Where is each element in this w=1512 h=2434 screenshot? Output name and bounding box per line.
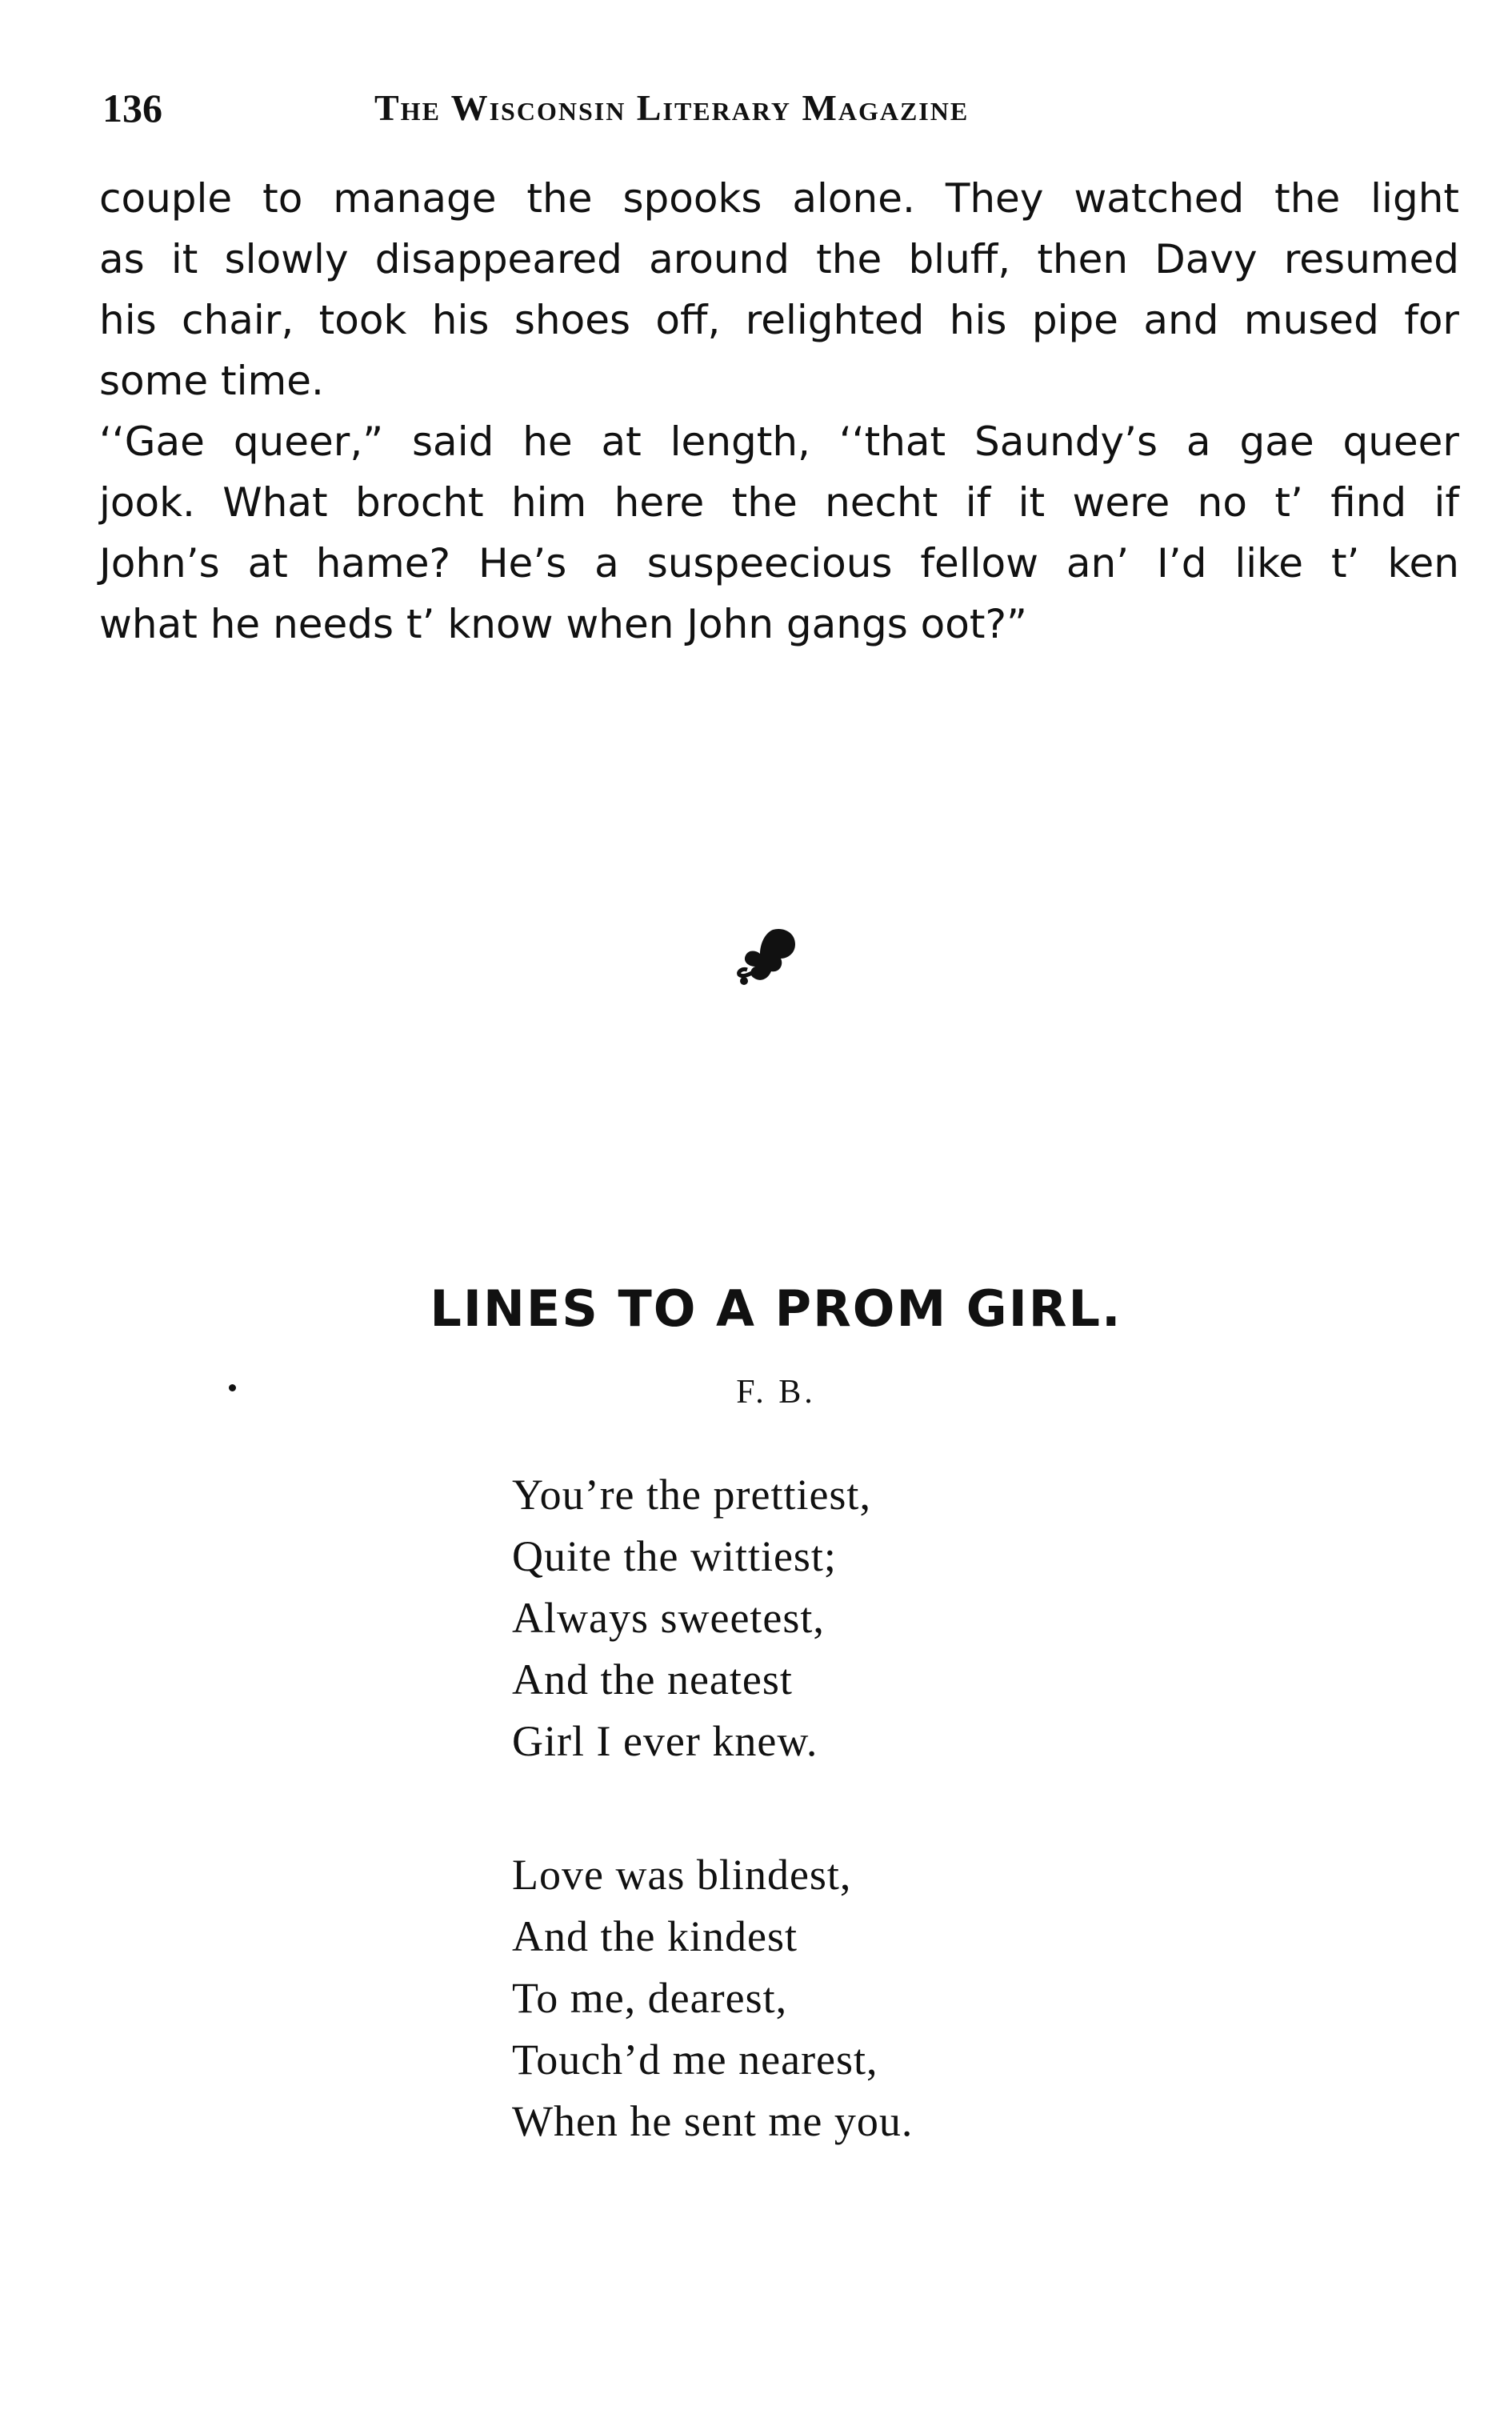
prose-text bbox=[99, 168, 1459, 655]
poem-stanza bbox=[512, 1464, 1232, 1772]
prose-line: jook. What brocht him here the necht if it were no t’ find if bbox=[99, 479, 1459, 526]
page-number: 136 bbox=[102, 86, 162, 130]
poem-author: F. B. bbox=[736, 1374, 816, 1411]
verse-line: You’re the prettiest, bbox=[512, 1471, 871, 1519]
prose-line: what he needs t’ know when John gangs oot?” bbox=[99, 601, 1027, 647]
verse-line: When he sent me you. bbox=[512, 2097, 914, 2145]
prose-line: ‘‘Gae queer,” said he at length, ‘‘that Saundy’s a gae queer bbox=[99, 418, 1459, 465]
verse-line: Always sweetest, bbox=[512, 1594, 825, 1642]
prose-line: John’s at hame? He’s a suspeecious fellow an’ I’d like t’ ken bbox=[99, 540, 1459, 586]
stray-mark bbox=[229, 1384, 236, 1391]
poem-stanza bbox=[512, 1844, 1232, 2152]
fleuron-ornament-icon bbox=[731, 922, 808, 999]
prose-line: his chair, took his shoes off, relighted his pipe and mused for bbox=[99, 297, 1459, 343]
verse-line: Love was blindest, bbox=[512, 1851, 852, 1899]
running-title: The Wisconsin Literary Magazine bbox=[374, 87, 970, 128]
verse-line: And the kindest bbox=[512, 1912, 798, 1960]
poem-title: LINES TO A PROM GIRL. bbox=[430, 1279, 1122, 1338]
verse-line: To me, dearest, bbox=[512, 1974, 788, 2022]
verse-line: Touch’d me nearest, bbox=[512, 2036, 878, 2084]
verse-line: And the neatest bbox=[512, 1655, 793, 1703]
prose-line: some time. bbox=[99, 358, 324, 404]
verse-line: Quite the wittiest; bbox=[512, 1532, 837, 1580]
prose-line: as it slowly disappeared around the bluff, then Davy resumed bbox=[99, 236, 1459, 282]
running-header bbox=[102, 80, 1462, 136]
verse-line: Girl I ever knew. bbox=[512, 1717, 818, 1765]
prose-line: couple to manage the spooks alone. They watched the light bbox=[99, 175, 1459, 222]
